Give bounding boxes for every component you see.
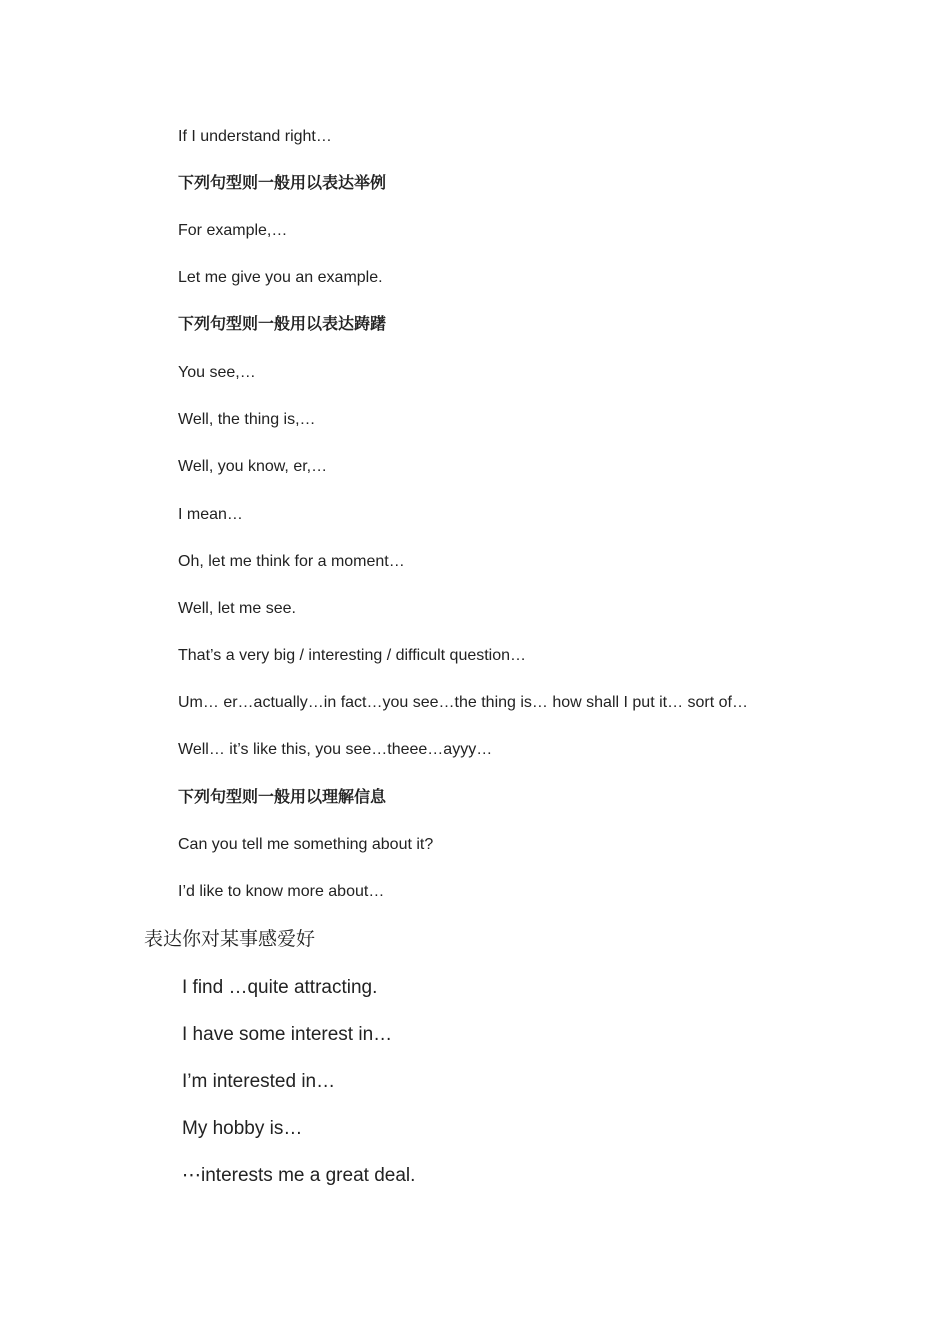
text-line: Let me give you an example. [178, 269, 383, 286]
text-line: Well… it’s like this, you see…theee…ayyy… [178, 741, 493, 758]
text-line: Well, the thing is,… [178, 411, 316, 428]
text-line: If I understand right… [178, 128, 332, 145]
text-line: I mean… [178, 506, 243, 523]
text-line: ⋯interests me a great deal. [182, 1165, 416, 1186]
subheading-examples: 下列句型则一般用以表达举例 [178, 175, 387, 192]
text-line: I’m interested in… [182, 1071, 336, 1092]
text-line: Well, let me see. [178, 600, 296, 617]
text-line: That’s a very big / interesting / difficult question… [178, 647, 527, 664]
text-line: For example,… [178, 222, 288, 239]
text-line: I have some interest in… [182, 1024, 393, 1045]
text-line: My hobby is… [182, 1118, 303, 1139]
text-line: Can you tell me something about it? [178, 836, 434, 853]
text-line: I’d like to know more about… [178, 883, 385, 900]
text-line: Well, you know, er,… [178, 458, 328, 475]
section-title: 表达你对某事感爱好 [144, 929, 316, 950]
subheading-information: 下列句型则一般用以理解信息 [178, 789, 387, 806]
text-line: I find …quite attracting. [182, 977, 378, 998]
subheading-hesitation: 下列句型则一般用以表达踌躇 [178, 316, 387, 333]
text-line: Um… er…actually…in fact…you see…the thing is… how shall I put it… sort of… [178, 694, 748, 711]
text-line: Oh, let me think for a moment… [178, 553, 405, 570]
text-line: You see,… [178, 364, 256, 381]
